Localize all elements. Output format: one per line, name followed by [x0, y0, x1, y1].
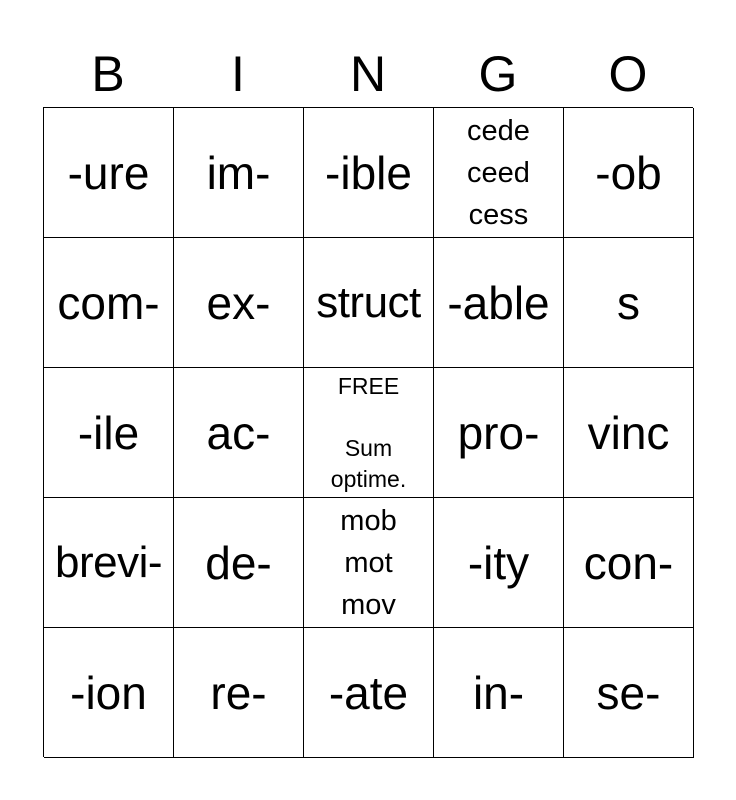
bingo-cell-o5[interactable] — [564, 628, 694, 758]
cell-text: com- — [57, 276, 160, 329]
cell-text: s — [617, 276, 640, 329]
cell-text: -ity — [467, 536, 530, 589]
cell-text: in- — [472, 666, 525, 719]
bingo-cell-i3[interactable] — [174, 368, 304, 498]
cell-text: -ible — [325, 146, 412, 199]
bingo-cell-o2[interactable] — [564, 238, 694, 368]
bingo-cell-i4[interactable] — [174, 498, 304, 628]
bingo-cell-g3[interactable] — [434, 368, 564, 498]
bingo-cell-g2[interactable] — [434, 238, 564, 368]
cell-text: se- — [596, 666, 661, 719]
bingo-cell-i1[interactable] — [174, 108, 304, 238]
bingo-cell-g1[interactable] — [434, 108, 564, 238]
cell-text: re- — [210, 666, 267, 719]
cell-text: -ure — [67, 146, 150, 199]
cell-text: cede ceed cess — [467, 114, 530, 231]
header-letter-o: O — [608, 46, 648, 102]
header-letter-g: G — [478, 46, 518, 102]
bingo-cell-b5[interactable] — [44, 628, 174, 758]
cell-text: struct — [316, 277, 421, 327]
cell-text: de- — [205, 536, 272, 589]
bingo-cell-o1[interactable] — [564, 108, 694, 238]
bingo-cell-n4[interactable] — [304, 498, 434, 628]
bingo-cell-b2[interactable] — [44, 238, 174, 368]
cell-text: con- — [583, 536, 674, 589]
cell-text: -able — [447, 276, 550, 329]
bingo-cell-i2[interactable] — [174, 238, 304, 368]
header-letter-n: N — [349, 46, 387, 102]
bingo-cell-i5[interactable] — [174, 628, 304, 758]
cell-text: -ob — [595, 146, 662, 199]
cell-text: -ate — [328, 666, 409, 719]
bingo-cell-n2[interactable] — [304, 238, 434, 368]
bingo-cell-free[interactable] — [304, 368, 434, 498]
cell-text: ac- — [206, 406, 271, 459]
bingo-cell-n5[interactable] — [304, 628, 434, 758]
bingo-cell-o4[interactable] — [564, 498, 694, 628]
cell-text: im- — [206, 146, 271, 199]
header-letter-b: B — [91, 46, 125, 102]
cell-text: mob mot mov — [340, 504, 397, 621]
cell-text: pro- — [457, 406, 540, 459]
cell-text: -ile — [77, 406, 140, 459]
bingo-cell-b3[interactable] — [44, 368, 174, 498]
bingo-header — [43, 40, 693, 108]
bingo-board — [43, 107, 693, 757]
cell-text: brevi- — [54, 537, 163, 587]
cell-text: FREE Sum optime. — [330, 372, 407, 492]
header-letter-i: I — [231, 46, 245, 102]
cell-text: ex- — [206, 276, 271, 329]
cell-text: -ion — [70, 666, 147, 719]
bingo-cell-o3[interactable] — [564, 368, 694, 498]
bingo-cell-b4[interactable] — [44, 498, 174, 628]
bingo-cell-b1[interactable] — [44, 108, 174, 238]
cell-text: vinc — [587, 406, 670, 459]
bingo-cell-g5[interactable] — [434, 628, 564, 758]
bingo-cell-g4[interactable] — [434, 498, 564, 628]
bingo-cell-n1[interactable] — [304, 108, 434, 238]
